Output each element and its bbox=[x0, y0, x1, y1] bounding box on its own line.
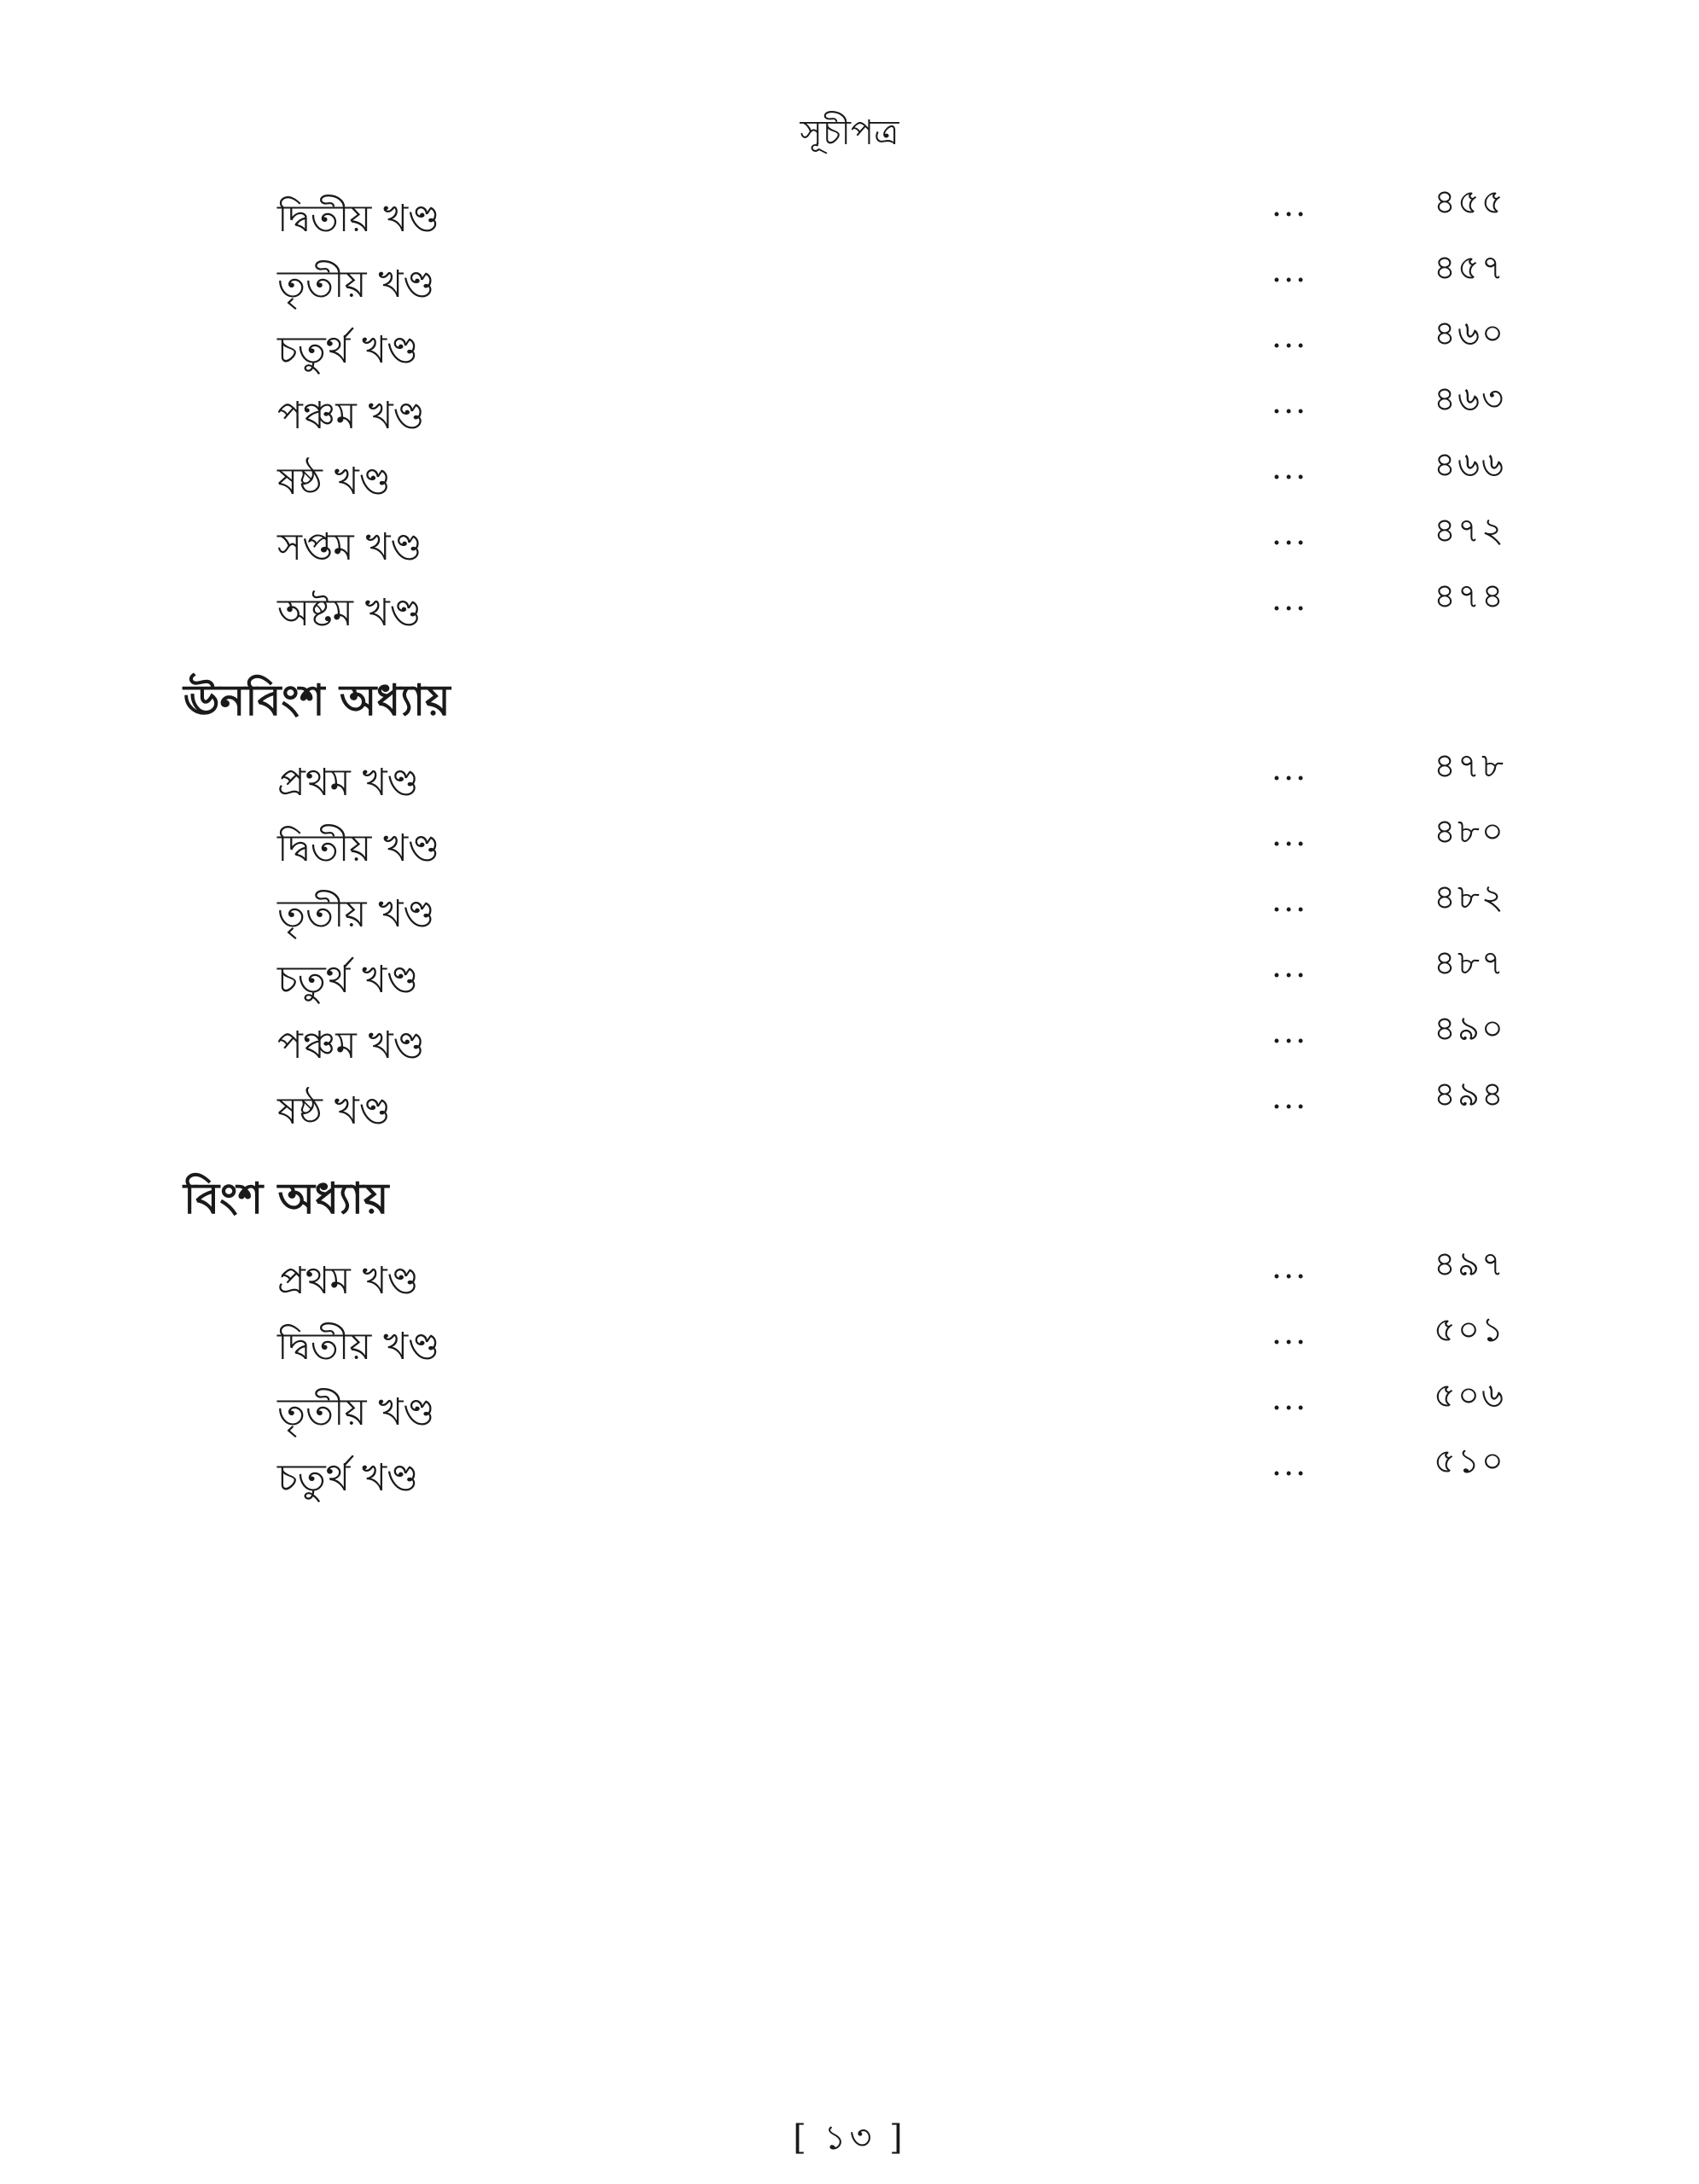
table-of-contents bbox=[0, 183, 1699, 1508]
entry-title: তৃতীয় খণ্ড bbox=[277, 892, 435, 936]
toc-entry[interactable] bbox=[0, 1443, 1699, 1508]
entry-leader-dots: ... bbox=[1271, 449, 1308, 486]
entry-page-number: ৪৫৭ bbox=[1434, 248, 1505, 288]
entry-title: পঞ্চম খণ্ড bbox=[277, 394, 425, 438]
entry-page-number: ৪৮৭ bbox=[1434, 944, 1505, 983]
entry-leader-dots: ... bbox=[1271, 1013, 1308, 1050]
page-number: [ ১৩ ] bbox=[793, 2118, 906, 2158]
entry-leader-dots: ... bbox=[1271, 1248, 1308, 1286]
entry-title: তৃতীয় খণ্ড bbox=[277, 263, 435, 306]
entry-leader-dots: ... bbox=[1271, 1078, 1308, 1116]
entry-title: সপ্তম খণ্ড bbox=[277, 526, 422, 569]
entry-title: দ্বিতীয় খণ্ড bbox=[277, 1325, 440, 1368]
entry-page-number: ৪৭২ bbox=[1434, 511, 1505, 550]
entry-title: দ্বিতীয় খণ্ড bbox=[277, 197, 440, 241]
entry-page-number: ৪৭৪ bbox=[1434, 577, 1505, 616]
entry-leader-dots: ... bbox=[1271, 881, 1308, 919]
entry-page-number: ৪৫৫ bbox=[1434, 183, 1505, 222]
entry-leader-dots: ... bbox=[1271, 383, 1308, 421]
toc-entry[interactable] bbox=[0, 183, 1699, 249]
toc-entry[interactable] bbox=[0, 747, 1699, 813]
toc-group bbox=[0, 672, 1699, 1141]
entry-leader-dots: ... bbox=[1271, 947, 1308, 985]
entry-page-number: ৫১০ bbox=[1434, 1442, 1505, 1481]
entry-leader-dots: ... bbox=[1271, 750, 1308, 787]
section-heading: বিংশ অধ্যায় bbox=[183, 1173, 389, 1223]
toc-entry[interactable] bbox=[0, 1010, 1699, 1076]
entry-leader-dots: ... bbox=[1271, 252, 1308, 289]
entry-title: চতুর্থ খণ্ড bbox=[277, 1456, 419, 1500]
entry-title: তৃতীয় খণ্ড bbox=[277, 1391, 435, 1434]
entry-page-number: ৪৯৭ bbox=[1434, 1245, 1505, 1284]
toc-group bbox=[0, 1170, 1699, 1508]
toc-entry[interactable] bbox=[0, 944, 1699, 1010]
entry-page-number: ৪৬০ bbox=[1434, 314, 1505, 353]
entry-title: ষষ্ঠ খণ্ড bbox=[277, 460, 392, 503]
entry-leader-dots: ... bbox=[1271, 1445, 1308, 1483]
toc-entry[interactable] bbox=[0, 813, 1699, 879]
entry-leader-dots: ... bbox=[1271, 580, 1308, 618]
entry-leader-dots: ... bbox=[1271, 1380, 1308, 1417]
section-heading: ঊনবিংশ অধ্যায় bbox=[183, 675, 451, 725]
entry-leader-dots: ... bbox=[1271, 186, 1308, 224]
entry-page-number: ৪৭৮ bbox=[1434, 746, 1505, 786]
entry-leader-dots: ... bbox=[1271, 514, 1308, 552]
toc-entry[interactable] bbox=[0, 380, 1699, 446]
entry-leader-dots: ... bbox=[1271, 317, 1308, 355]
entry-page-number: ৫০৬ bbox=[1434, 1376, 1505, 1415]
toc-entry[interactable] bbox=[0, 578, 1699, 643]
entry-page-number: ৫০১ bbox=[1434, 1310, 1505, 1350]
entry-title: প্রথম খণ্ড bbox=[277, 1259, 419, 1303]
entry-title: অষ্টম খণ্ড bbox=[277, 591, 422, 635]
toc-entry[interactable] bbox=[0, 1076, 1699, 1141]
entry-title: প্রথম খণ্ড bbox=[277, 761, 419, 804]
entry-leader-dots: ... bbox=[1271, 816, 1308, 853]
toc-entry[interactable] bbox=[0, 879, 1699, 944]
toc-entry[interactable] bbox=[0, 1311, 1699, 1377]
entry-title: দ্বিতীয় খণ্ড bbox=[277, 827, 440, 870]
entry-page-number: ৪৯০ bbox=[1434, 1009, 1505, 1048]
entry-title: পঞ্চম খণ্ড bbox=[277, 1024, 425, 1067]
entry-title: চতুর্থ খণ্ড bbox=[277, 328, 419, 372]
toc-entry[interactable] bbox=[0, 446, 1699, 512]
entry-title: চতুর্থ খণ্ড bbox=[277, 958, 419, 1002]
entry-title: ষষ্ঠ খণ্ড bbox=[277, 1089, 392, 1133]
entry-page-number: ৪৯৪ bbox=[1434, 1075, 1505, 1114]
entry-page-number: ৪৮২ bbox=[1434, 878, 1505, 917]
toc-entry[interactable] bbox=[0, 1377, 1699, 1443]
toc-entry[interactable] bbox=[0, 512, 1699, 578]
toc-entry[interactable] bbox=[0, 249, 1699, 315]
toc-entry[interactable] bbox=[0, 315, 1699, 380]
entry-leader-dots: ... bbox=[1271, 1314, 1308, 1351]
page-header-title: সূচীপত্র bbox=[800, 113, 899, 153]
toc-group bbox=[0, 183, 1699, 643]
entry-page-number: ৪৬৩ bbox=[1434, 380, 1505, 419]
entry-page-number: ৪৮০ bbox=[1434, 812, 1505, 851]
entry-page-number: ৪৬৬ bbox=[1434, 445, 1505, 485]
toc-entry[interactable] bbox=[0, 1246, 1699, 1311]
